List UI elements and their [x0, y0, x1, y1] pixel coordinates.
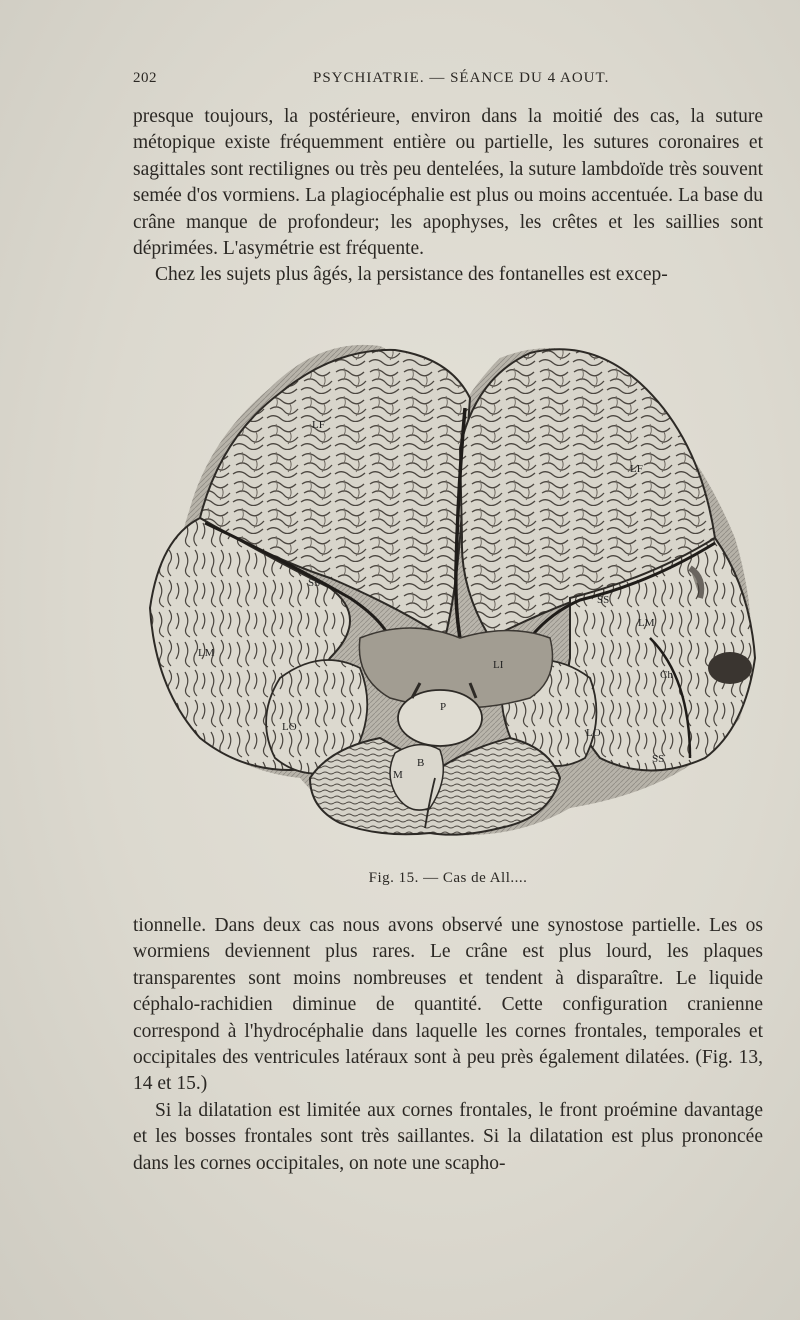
- body-text-top: [133, 104, 763, 289]
- pons: [398, 690, 482, 746]
- running-head: PSYCHIATRIE. — SÉANCE DU 4 AOUT.: [313, 70, 610, 86]
- label-ss-lower: SS: [652, 753, 665, 765]
- label-lo-right: LO: [586, 727, 601, 739]
- label-b: B: [417, 757, 425, 769]
- label-lf-left: LF: [312, 419, 325, 431]
- paragraph: tionnelle. Dans deux cas nous avons observé une synostose partielle. Les os wormiens deviennent plus rares. Le crâne est plus lourd, les plaques transparentes sont moins nombreuses et tendent à disparaître. Le liquide céphalo-rachidien diminue de quantité. Cette configuration cranienne correspond à l'hydrocéphalie dans laquelle les cornes frontales, temporales et occipitales des ventricules latéraux sont à peu près également dilatées. (Fig. 13, 14 et 15.): [133, 915, 763, 1095]
- label-ch: Ch: [660, 669, 673, 681]
- figure-caption: Fig. 15. — Cas de All....: [368, 870, 528, 886]
- brain-illustration: [130, 338, 760, 858]
- label-lm-right: LM: [638, 617, 655, 629]
- label-ss-right: SS: [597, 594, 610, 606]
- label-lf-right: LF: [630, 463, 643, 475]
- label-li: LI: [493, 659, 504, 671]
- paragraph: presque toujours, la postérieure, environ dans la moitié des cas, la suture métopique existe fréquemment entière ou partielle, les sutures coronaires et sagittales sont rectilignes ou très peu dentelées, la suture lambdoïde très souvent semée d'os vormiens. La plagiocéphalie est plus ou moins accentuée. La base du crâne manque de profondeur; les apophyses, les crêtes et les saillies sont déprimées. L'asymétrie est fréquente.: [133, 106, 763, 260]
- paragraph: Si la dilatation est limitée aux cornes frontales, le front proémine davantage et les bosses frontales sont très saillantes. Si la dilatation est plus prononcée dans les cornes occipitales, on note une scapho-: [133, 1099, 763, 1174]
- label-lo-left: LO: [282, 721, 297, 733]
- page-number: 202: [133, 70, 157, 86]
- label-ss-left: SS: [308, 577, 321, 589]
- label-lm-left: LM: [198, 647, 215, 659]
- brain-drawing: [130, 338, 760, 858]
- label-m: M: [393, 769, 403, 781]
- paragraph: Chez les sujets plus âgés, la persistance des fontanelles est excep-: [155, 264, 668, 286]
- label-p: P: [440, 701, 447, 713]
- page-header: [133, 66, 763, 92]
- body-text-bottom: [133, 913, 763, 1177]
